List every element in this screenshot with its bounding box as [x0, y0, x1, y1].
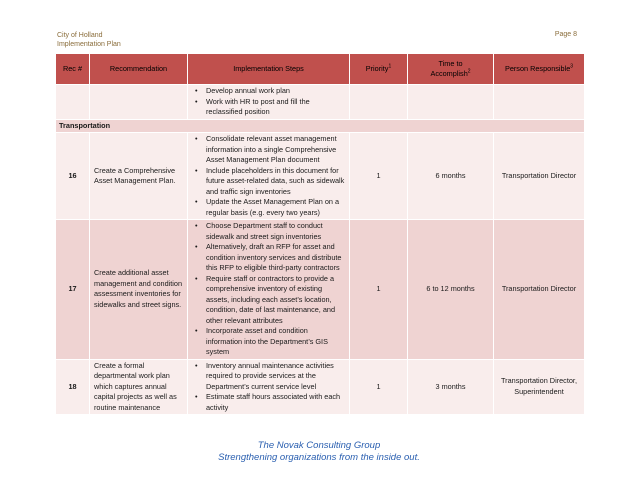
col-priority-label: Priority [365, 63, 389, 73]
cell-person [494, 85, 585, 120]
running-header [57, 31, 121, 49]
page-footer [0, 440, 638, 464]
section-title: Transportation [56, 119, 585, 133]
cell-rec: 18 [56, 359, 90, 415]
cell-steps [188, 133, 350, 220]
col-person [494, 54, 585, 85]
footer-company: The Novak Consulting Group [257, 440, 381, 451]
step-item: • Work with HR to post and fill the reclassified position [206, 97, 345, 118]
col-time-line1: Time to [438, 58, 463, 68]
cell-priority: 1 [350, 133, 408, 220]
cell-rec: 16 [56, 133, 90, 220]
page-number: Page 8 [554, 31, 577, 38]
cell-person: Transportation Director [494, 133, 585, 220]
table-row [56, 220, 585, 360]
cell-steps [188, 359, 350, 415]
step-item: • Update the Asset Management Plan on a regular basis (e.g. every two years) [206, 197, 345, 218]
col-person-label: Person Responsible [504, 63, 571, 73]
cell-priority: 1 [350, 220, 408, 360]
table-header-row [56, 54, 585, 85]
col-time-note: 2 [467, 68, 471, 75]
cell-rec: 17 [56, 220, 90, 360]
step-item: • Include placeholders in this document for future asset-related data, such as sidewalk and traffic sign inventories [206, 166, 345, 198]
header-org: City of Holland [57, 32, 103, 39]
step-item: • Consolidate relevant asset management information into a single Comprehensive Asset Management Plan document [206, 134, 345, 166]
cell-time [408, 85, 494, 120]
implementation-table [55, 53, 585, 415]
step-item: • Require staff or contractors to provide a comprehensive inventory of existing assets, including each asset’s location, condition, date of last maintenance, and other relevant attributes [206, 274, 345, 327]
step-item: • Alternatively, draft an RFP for asset and condition inventory services and distribute this RFP to eligible third-party contractors [206, 242, 345, 274]
table-row [56, 133, 585, 220]
header-doc: Implementation Plan [57, 41, 121, 48]
table-row [56, 359, 585, 415]
col-person-note: 3 [570, 63, 574, 70]
cell-steps [188, 85, 350, 120]
step-item: • Inventory annual maintenance activities required to provide services at the Department’s current service level [206, 361, 345, 393]
col-time-line2: Accomplish [430, 69, 468, 78]
cell-recommendation: Create a Comprehensive Asset Management Plan. [90, 133, 188, 220]
col-recommendation: Recommendation [90, 54, 188, 85]
cell-priority [350, 85, 408, 120]
step-item: • Develop annual work plan [206, 86, 345, 97]
cell-person: Transportation Director, Superintendent [494, 359, 585, 415]
cell-steps [188, 220, 350, 360]
cell-person: Transportation Director [494, 220, 585, 360]
col-steps: Implementation Steps [188, 54, 350, 85]
section-row [56, 119, 585, 133]
step-item: • Incorporate asset and condition information into the Department’s GIS system [206, 326, 345, 358]
col-priority [350, 54, 408, 85]
table-row-continued [56, 85, 585, 120]
cell-time: 6 to 12 months [408, 220, 494, 360]
cell-time: 6 months [408, 133, 494, 220]
col-rec: Rec # [56, 54, 90, 85]
cell-recommendation [90, 85, 188, 120]
cell-rec [56, 85, 90, 120]
cell-recommendation: Create a formal departmental work plan which captures annual capital projects as well as routine maintenance [90, 359, 188, 415]
footer-tagline: Strengthening organizations from the inside out. [218, 452, 420, 463]
cell-time: 3 months [408, 359, 494, 415]
col-priority-note: 1 [388, 63, 392, 70]
step-item: • Estimate staff hours associated with each activity [206, 392, 345, 413]
cell-priority: 1 [350, 359, 408, 415]
col-time [408, 54, 494, 85]
step-item: • Choose Department staff to conduct sidewalk and street sign inventories [206, 221, 345, 242]
cell-recommendation: Create additional asset management and condition assessment inventories for sidewalks and street signs. [90, 220, 188, 360]
